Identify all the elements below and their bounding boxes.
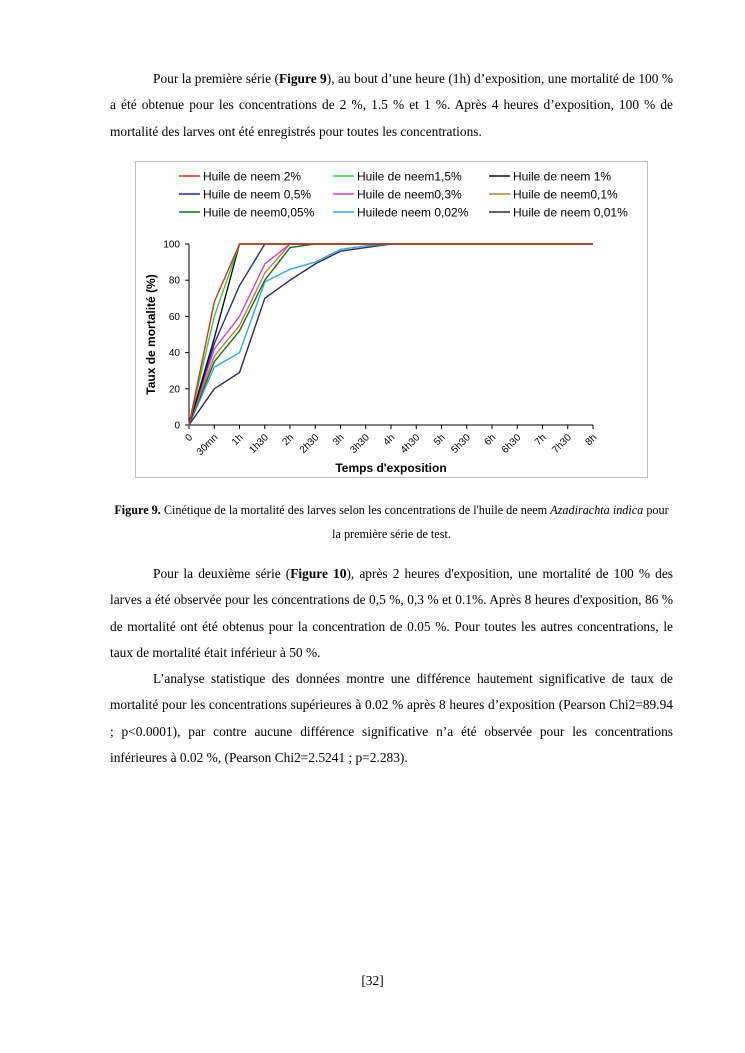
y-tick-label: 20	[168, 384, 180, 396]
chart-frame	[135, 161, 648, 478]
x-tick-label: 8h	[583, 432, 600, 448]
x-tick-label: 0	[183, 432, 196, 445]
x-tick-label: 1h	[229, 432, 246, 448]
x-tick-label: 7h30	[550, 432, 574, 456]
legend-label: Huile de neem0,05%	[203, 205, 315, 220]
mortality-chart	[136, 162, 647, 477]
p2-text-start: Pour la deuxième série (	[153, 566, 291, 581]
series-line	[189, 244, 593, 425]
paragraph-2	[110, 561, 673, 666]
series-line	[189, 244, 593, 425]
paragraph-3	[110, 666, 673, 771]
series-line	[189, 244, 593, 425]
legend-label: Huile de neem1,5%	[357, 169, 462, 184]
x-tick-label: 4h30	[398, 432, 423, 456]
x-tick-label: 4h	[381, 432, 398, 448]
x-tick-label: 7h	[532, 432, 549, 448]
figure-ref: Figure 10	[290, 566, 347, 581]
figure-ref: Figure 9	[278, 71, 327, 86]
x-tick-label: 3h	[330, 432, 347, 448]
series-line	[189, 244, 593, 425]
legend-label: Huile de neem0,3%	[357, 187, 462, 202]
p3-text: L’analyse statistique des données montre une différence hautement significative de taux de mortalité pour les concentrations supérieures à 0.02 % après 8 heures d’exposition (Pearson Chi2=89.94 ; p<0.0001), par contre aucune différence significative n’a été observée pour les concentrations inférieures à 0.02 %, (Pearson Chi2=2.5241 ; p=2.283).	[110, 671, 673, 765]
series-line	[189, 244, 593, 425]
p2-text-end: ), après 2 heures d'exposition, une mortalité de 100 % des larves a été observée pour les concentrations de 0,5 %, 0,3 % et 0.1%. Après 8 heures d'exposition, 86 % de mortalité ont été obtenus pour la concentration de 0.05 %. Pour toutes les autres concentrations, le taux de mortalité était inférieur à 50 %.	[110, 566, 673, 660]
y-tick-label: 0	[174, 420, 180, 432]
p1-text-start: Pour la première série (	[153, 71, 279, 86]
figure-caption	[110, 499, 673, 546]
caption-text-2: pour la première série de test.	[332, 503, 669, 541]
page-number: [32]	[361, 973, 384, 988]
caption-label: Figure 9.	[114, 503, 161, 517]
legend-label: Huile de neem0,1%	[513, 187, 618, 202]
x-tick-label: 1h30	[247, 432, 271, 456]
series-line	[189, 244, 593, 425]
x-tick-label: 5h30	[449, 432, 473, 456]
caption-species: Azadirachta indica	[550, 503, 644, 517]
x-tick-label: 5h	[431, 432, 448, 448]
y-axis-title: Taux de mortalité (%)	[144, 274, 158, 395]
series-line	[189, 244, 593, 425]
legend-label: Huile de neem 0,01%	[513, 205, 628, 220]
legend-label: Huile de neem 1%	[513, 169, 612, 184]
caption-text-1: Cinétique de la mortalité des larves selon les concentrations de l'huile de neem	[160, 503, 551, 517]
x-tick-label: 2h30	[297, 432, 322, 456]
y-tick-label: 100	[163, 239, 180, 251]
paragraph-1	[110, 66, 673, 145]
x-tick-label: 6h	[482, 432, 499, 448]
legend-label: Huile de neem 2%	[203, 169, 302, 184]
p1-text-end: ), au bout d’une heure (1h) d’exposition, une mortalité de 100 % a été obtenue pour les concentrations de 2 %, 1.5 % et 1 %. Après 4 heures d’exposition, 100 % de mortalité des larves ont été enregistrés pour toutes les concentrations.	[110, 71, 673, 139]
series-line	[189, 244, 593, 425]
legend-label: Huile de neem 0,5%	[203, 187, 312, 202]
x-tick-label: 30mn	[194, 432, 221, 458]
x-axis-title: Temps d'exposition	[335, 461, 447, 475]
y-tick-label: 80	[168, 275, 180, 287]
x-tick-label: 3h30	[348, 432, 372, 456]
legend-label: Huilede neem 0,02%	[357, 205, 469, 220]
x-tick-label: 6h30	[499, 432, 524, 456]
x-tick-label: 2h	[280, 432, 297, 448]
y-tick-label: 40	[168, 348, 180, 360]
series-line	[189, 244, 593, 425]
y-tick-label: 60	[168, 311, 180, 323]
